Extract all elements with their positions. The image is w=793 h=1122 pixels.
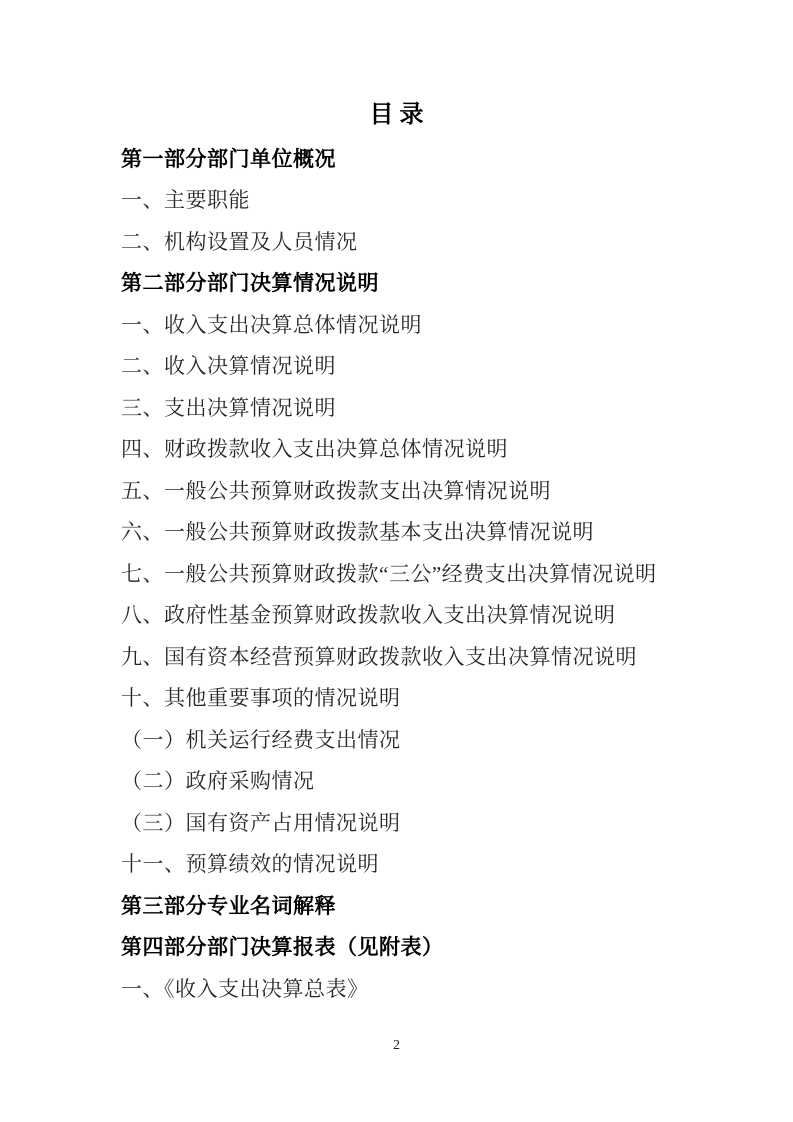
toc-item: （一）机关运行经费支出情况 [121, 727, 401, 752]
document-title: 目录 [369, 102, 430, 128]
toc-item: 六、一般公共预算财政拨款基本支出决算情况说明 [121, 520, 594, 545]
toc-item: 十一、预算绩效的情况说明 [121, 852, 379, 877]
toc-item: （二）政府采购情况 [121, 769, 315, 794]
toc-item: 四、财政拨款收入支出决算总体情况说明 [121, 437, 508, 462]
toc-item: 五、一般公共预算财政拨款支出决算情况说明 [121, 478, 551, 503]
toc-item: 一、《收入支出决算总表》 [121, 976, 369, 1001]
toc-item: 十、其他重要事项的情况说明 [121, 686, 401, 711]
toc-item: （三）国有资产占用情况说明 [121, 810, 401, 835]
toc-item: 八、政府性基金预算财政拨款收入支出决算情况说明 [121, 603, 616, 628]
toc-item: 三、支出决算情况说明 [121, 395, 336, 420]
toc-item: 七、一般公共预算财政拨款“三公”经费支出决算情况说明 [121, 561, 657, 586]
toc-section-heading: 第一部分部门单位概况 [121, 146, 336, 171]
page-number: 2 [393, 1038, 400, 1053]
table-of-contents [0, 137, 793, 1009]
toc-section-heading: 第三部分专业名词解释 [121, 893, 336, 918]
toc-section-heading: 第二部分部门决算情况说明 [121, 271, 379, 296]
toc-item: 二、机构设置及人员情况 [121, 229, 358, 254]
toc-item: 一、主要职能 [121, 188, 250, 213]
toc-section-heading: 第四部分部门决算报表（见附表） [121, 935, 444, 960]
toc-item: 二、收入决算情况说明 [121, 354, 336, 379]
toc-item: 一、收入支出决算总体情况说明 [121, 312, 422, 337]
toc-item: 九、国有资本经营预算财政拨款收入支出决算情况说明 [121, 644, 637, 669]
